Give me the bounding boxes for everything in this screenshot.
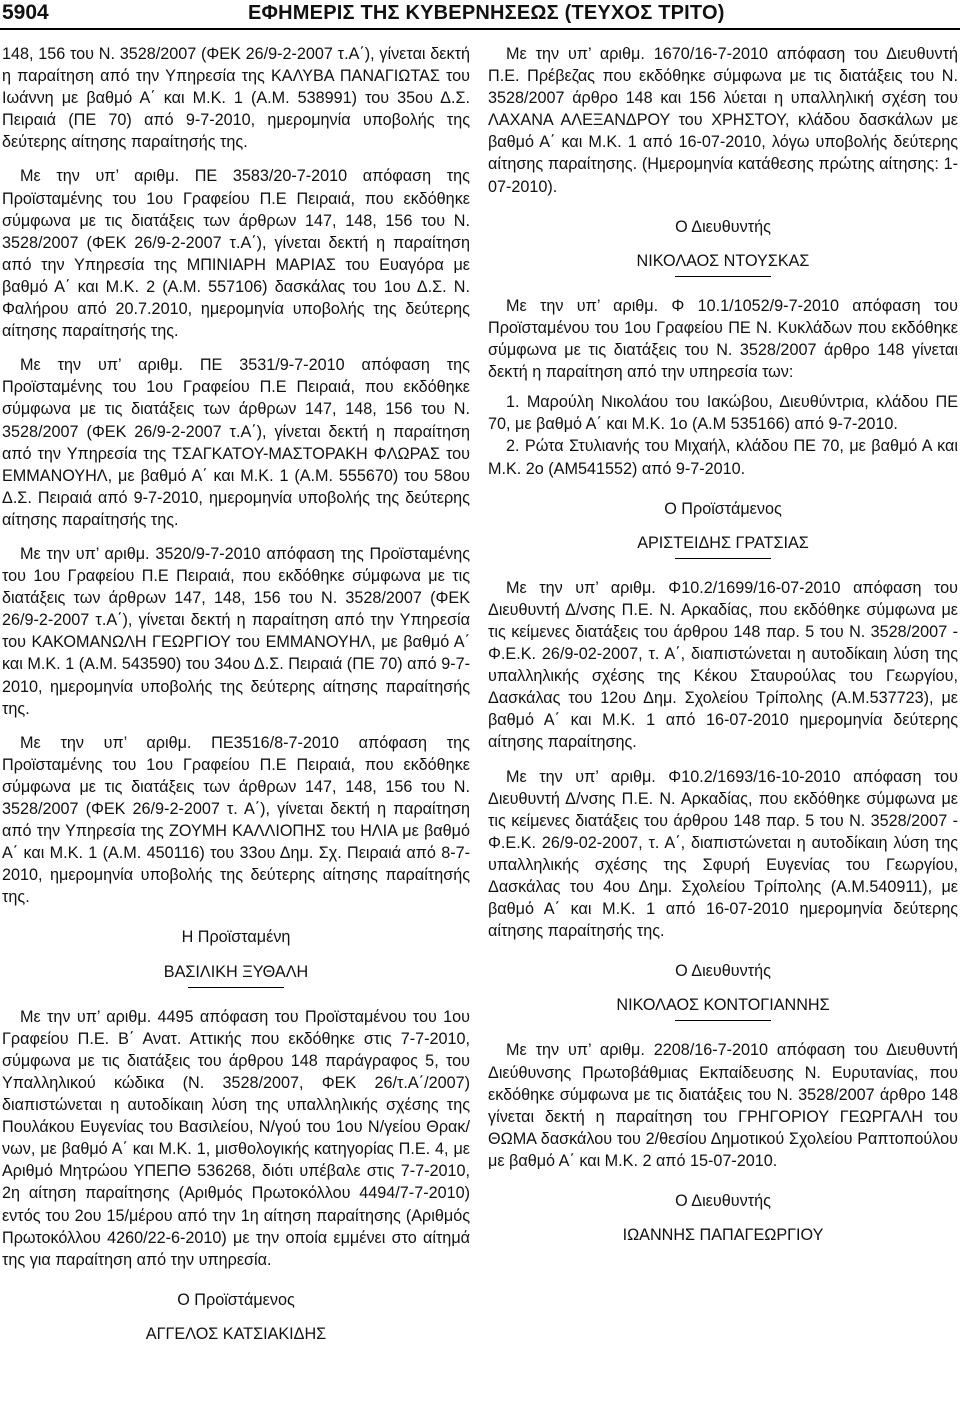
paragraph: Με την υπ’ αριθμ. 1670/16-7-2010 απόφαση του Διευθυντή Π.Ε. Πρέβεζας που εκδόθηκε σύμφωνα με τις διατάξεις του Ν. 3528/2007 άρθρο 148 και 156 λύεται η υπαλληλική σχέση του ΛΑΧΑΝΑ ΑΛΕΞΑΝΔΡΟΥ του ΧΡΗΣΤΟΥ, κλάδου δασκάλων με βαθμό Α΄ και Μ.Κ. 1 από 16-07-2010, λόγω υποβολής δεύτερης αίτησης παραίτησης. (Ημερομηνία κατάθεσης πρώτης αίτησης: 1-07-2010). bbox=[488, 45, 958, 196]
signature-role: Ο Διευθυντής bbox=[675, 1192, 771, 1211]
paragraph: Με την υπ’ αριθμ. Φ10.2/1693/16-10-2010 απόφαση του Διευθυντή Δ/νσης Π.Ε. Ν. Αρκαδίας, που εκδόθηκε σύμφωνα με τις κείμενες διατάξεις του άρθρου 148 παρ. 5 του Ν. 3528/2007 - Φ.Ε.Κ. 26/9-02-2007, τ. Α΄, διαπιστώνεται η αυτοδίκαιη λύση της υπαλληλικής σχέσης της Σφυρή Ευγενίας του Γεωργίου, Δασκάλας του 4ου Δημ. Σχολείου Τρίπολης (Α.Μ.540911), με βαθμό Α΄ και Μ.Κ. 1 από 16-07-2010 ημερομηνία δεύτερης αίτησης παραίτησής της. bbox=[488, 767, 958, 941]
signature-block bbox=[2, 926, 470, 987]
signature-block bbox=[488, 216, 958, 277]
left-column bbox=[2, 43, 470, 1345]
page-header bbox=[0, 0, 960, 30]
signature-block bbox=[488, 498, 958, 559]
signature-role: Ο Διευθυντής bbox=[675, 962, 771, 981]
signature-role: Ο Προϊστάμενος bbox=[664, 499, 782, 518]
signature-name: ΙΩΑΝΝΗΣ ΠΑΠΑΓΕΩΡΓΙΟΥ bbox=[622, 1226, 824, 1245]
page-number: 5904 bbox=[2, 1, 49, 24]
signature-name: ΑΡΙΣΤΕΙΔΗΣ ΓΡΑΤΣΙΑΣ bbox=[637, 533, 809, 552]
paragraph: Με την υπ’ αριθμ. 3520/9-7-2010 απόφαση της Προϊσταμένης του 1ου Γραφείου Π.Ε Πειραιά, που εκδόθηκε σύμφωνα με τις διατάξεις των άρθρων 147, 148, 156 του Ν. 3528/2007 (ΦΕΚ 26/9-2-2007 τ.Α΄), γίνεται δεκτή η παραίτηση από την Υπηρεσία του ΚΑΚΟΜΑΝΩΛΗ ΓΕΩΡΓΙΟΥ του ΕΜΜΑΝΟΥΗΛ, με βαθμό Α΄ και Μ.Κ. 1 (Α.Μ. 543590) του 34ου Δ.Σ. Πειραιά (ΠΕ 70) από 9-7-2010, ημερομηνία υποβολής της δεύτερης αίτησης παραίτησής της. bbox=[2, 544, 470, 718]
signature-name: ΝΙΚΟΛΑΟΣ ΝΤΟΥΣΚΑΣ bbox=[636, 251, 810, 270]
paragraph: Με την υπ’ αριθμ. Φ 10.1/1052/9-7-2010 απόφαση του Προϊσταμένου του 1ου Γραφείου ΠΕ Ν. Κυκλάδων που εκδόθηκε σύμφωνα με τις διατάξεις του Ν. 3528/2007 άρθρο 148 γίνεται δεκτή η παραίτηση από την υπηρεσία των: bbox=[488, 296, 958, 382]
signature-name: ΝΙΚΟΛΑΟΣ ΚΟΝΤΟΓΙΑΝΝΗΣ bbox=[616, 996, 830, 1015]
signature-block bbox=[488, 1190, 958, 1246]
signature-rule bbox=[675, 558, 771, 559]
paragraph: Με την υπ’ αριθμ. ΠΕ 3531/9-7-2010 απόφαση της Προϊσταμένης του 1ου Γραφείου Π.Ε Πειραιά, που εκδόθηκε σύμφωνα με τις διατάξεις των άρθρων 147, 148, 156 του Ν. 3528/2007 (ΦΕΚ 26/9-2-2007 τ.Α΄), γίνεται δεκτή η παραίτηση από την Υπηρεσία της ΤΣΑΓΚΑΤΟΥ-ΜΑΣΤΟΡΑΚΗ ΦΛΩΡΑΣ του ΕΜΜΑΝΟΥΗΛ, με βαθμό Α΄ και Μ.Κ. 1 (Α.Μ. 555670) του 58ου Δ.Σ. Πειραιά από 9-7-2010, ημερομηνία υποβολής της δεύτερης αίτησης παραίτησής της. bbox=[2, 356, 470, 529]
paragraph: Με την υπ’ αριθμ. 2208/16-7-2010 απόφαση του Διευθυντή Διεύθυνσης Πρωτοβάθμιας Εκπαίδευσης Ν. Ευρυτανίας, που εκδόθηκε σύμφωνα με τις διατάξεις του Ν. 3528/2007 άρθρο 148 γίνεται δεκτή η παραίτηση του ΓΡΗΓΟΡΙΟΥ ΓΕΩΡΓΑΛΗ του ΘΩΜΑ δασκάλου του 2/θεσίου Δημοτικού Σχολείου Ραπτοπούλου με βαθμό Α΄ και Μ.Κ. 2 από 15-07-2010. bbox=[488, 1041, 958, 1170]
paragraph: Με την υπ’ αριθμ. Φ10.2/1699/16-07-2010 απόφαση του Διευθυντή Δ/νσης Π.Ε. Ν. Αρκαδίας, που εκδόθηκε σύμφωνα με τις κείμενες διατάξεις του άρθρου 148 παρ. 5 του Ν. 3528/2007 - Φ.Ε.Κ. 26/9-02-2007, τ. Α΄, διαπιστώνεται η αυτοδίκαιη λύση της υπαλληλικής σχέσης της Κέκου Σταυρούλας του Γεωργίου, Δασκάλας του 12ου Δημ. Σχολείου Τρίπολης (Α.Μ.537723), με βαθμό Α΄ και Μ.Κ. 1 από 16-07-2010 ημερομηνία δεύτερης αίτησης παραίτησης. bbox=[488, 578, 958, 752]
paragraph: Με την υπ’ αριθμ. 4495 απόφαση του Προϊσταμένου του 1ου Γραφείου Π.Ε. Β΄ Ανατ. Αττικής που εκδόθηκε στις 7-7-2010, σύμφωνα με τις διατάξεις του άρθρου 148 παράγραφος 5, του Υπαλληλικού κώδικα (Ν. 3528/2007, ΦΕΚ 26/τ.Α΄/2007) διαπιστώνεται η αυτοδίκαιη λύση της υπαλληλικής σχέσης της Πουλάκου Ευγενίας του Βασιλείου, Ν/γού του 1ου Ν/γείου Θρακ/νων, με βαθμό Α΄ και Μ.Κ. 1, μισθολογικής κατηγορίας Π.Ε. 4, με Αριθμό Μητρώου ΥΠΕΠΘ 536268, διότι υπέβαλε στις 7-7-2010, 2η αίτηση παραίτησης (Αριθμός Πρωτοκόλλου 4494/7-7-2010) εντός του 2ου 15/μέρου από την 1η αίτηση παραίτησης (Αριθμός Πρωτοκόλλου 4260/22-6-2010) με την οποία εμμένει στο αίτημά της για παραίτηση από την υπηρεσία. bbox=[2, 1007, 470, 1269]
signature-name: ΒΑΣΙΛΙΚΗ ΞΥΘΑΛΗ bbox=[163, 962, 309, 981]
paragraph: 148, 156 του Ν. 3528/2007 (ΦΕΚ 26/9-2-2007 τ.Α΄), γίνεται δεκτή η παραίτηση από την Υπηρεσία της ΚΑΛΥΒΑ ΠΑΝΑΓΙΩΤΑΣ του Ιωάννη με βαθμό Α΄ και Μ.Κ. 1 (Α.Μ. 538991) του 35ου Δ.Σ. Πειραιά (ΠΕ 70) από 9-7-2010, ημερομηνία υποβολής της δεύτερης αίτησης παραίτησής της. bbox=[2, 45, 470, 152]
signature-block bbox=[2, 1289, 470, 1345]
paragraph: Με την υπ’ αριθμ. ΠΕ3516/8-7-2010 απόφαση της Προϊσταμένης του 1ου Γραφείου Π.Ε Πειραιά, που εκδόθηκε σύμφωνα με τις διατάξεις των άρθρων 147, 148, 156 του Ν. 3528/2007 (ΦΕΚ 26/9-2-2007 τ. Α΄), γίνεται δεκτή η παραίτηση από την Υπηρεσία της ΖΟΥΜΗ ΚΑΛΛΙΟΠΗΣ του ΗΛΙΑ με βαθμό Α΄ και Μ.Κ. 1 (Α.Μ. 450116) του 33ου Δημ. Σχ. Πειραιά από 8-7-2010, ημερομηνία υποβολής της δεύτερης αίτησης παραίτησής της. bbox=[2, 733, 470, 907]
signature-block bbox=[488, 960, 958, 1021]
signature-rule bbox=[675, 276, 771, 277]
signature-role: Η Προϊσταμένη bbox=[181, 928, 291, 947]
signature-rule bbox=[675, 1020, 771, 1021]
signature-rule bbox=[188, 987, 284, 988]
signature-role: Ο Διευθυντής bbox=[675, 217, 771, 236]
list-item: 1. Μαρούλη Νικολάου του Ιακώβου, Διευθύντρια, κλάδου ΠΕ 70, με βαθμό Α΄ και Μ.Κ. 1ο (Α.Μ 535166) από 9-7-2010. bbox=[488, 393, 958, 434]
right-column bbox=[488, 43, 958, 1246]
gazette-title: ΕΦΗΜΕΡΙΣ ΤΗΣ ΚΥΒΕΡΝΗΣΕΩΣ (ΤΕΥΧΟΣ ΤΡΙΤΟ) bbox=[248, 2, 725, 24]
signature-name: ΑΓΓΕΛΟΣ ΚΑΤΣΙΑΚΙΔΗΣ bbox=[145, 1324, 327, 1343]
paragraph: Με την υπ’ αριθμ. ΠΕ 3583/20-7-2010 απόφαση της Προϊσταμένης του 1ου Γραφείου Π.Ε Πειραιά, που εκδόθηκε σύμφωνα με τις διατάξεις των άρθρων 147, 148, 156 του Ν. 3528/2007 (ΦΕΚ 26/9-2-2007 τ.Α΄), γίνεται δεκτή η παραίτηση από την Υπηρεσία της ΜΠΙΝΙΑΡΗ ΜΑΡΙΑΣ του Ευαγόρα με βαθμό Α΄ και Μ.Κ. 2 (Α.Μ. 557106) δασκάλας του 1ου Δ.Σ. Ν. Φαλήρου από 20.7.2010, ημερομηνία υποβολής της δεύτερης αίτησης παραίτησής της. bbox=[2, 167, 470, 341]
signature-role: Ο Προϊστάμενος bbox=[177, 1290, 295, 1309]
list-item: 2. Ρώτα Στυλιανής του Μιχαήλ, κλάδου ΠΕ 70, με βαθμό Α και Μ.Κ. 2ο (ΑΜ541552) από 9-7-2010. bbox=[488, 437, 958, 478]
